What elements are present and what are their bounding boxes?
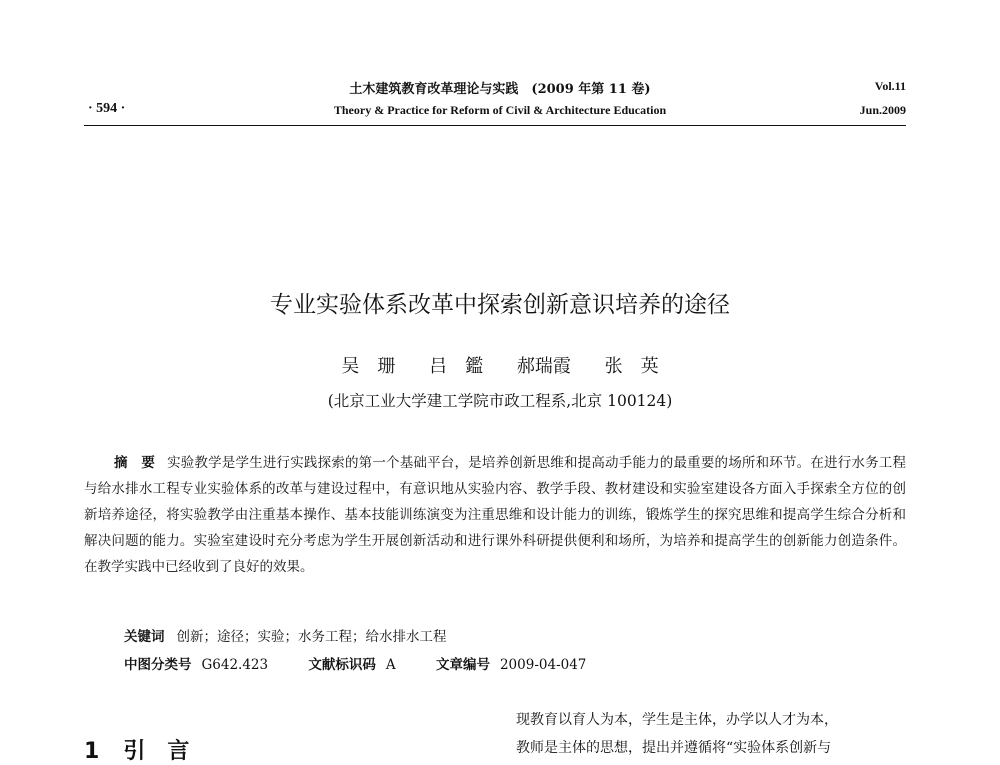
body-text-column (516, 706, 908, 762)
journal-title-cn: 土木建筑教育改革理论与实践 (2009 年第 11 卷) (349, 82, 651, 97)
keywords-label: 关键词 (124, 629, 165, 645)
author-name: 吕 鑑 (429, 356, 484, 377)
article-number-value: 2009-04-047 (499, 657, 587, 673)
author-list (0, 352, 1000, 378)
author-name: 吴 珊 (341, 356, 396, 377)
abstract-label: 摘 要 (114, 455, 156, 471)
abstract-text: 实验教学是学生进行实践探索的第一个基础平台，是培养创新思维和提高动手能力的最重要的场所和环节。在进行水务工程与给水排水工程专业实验体系的改革与建设过程中，有意识地从实验内容、教学手段、教材建设和实验室建设各方面入手探索全方位的创新培养途径，将实验教学由注重基本操作、基本技能训练演变为注重思维和设计能力的训练，锻炼学生的探究思维和提高学生综合分析和解决问题的能力。实验室建设时充分考虑为学生开展创新活动和进行课外科研提供便利和场所，为培养和提高学生的创新能力创造条件。在教学实践中已经收到了良好的效果。 (84, 455, 906, 575)
keywords-text: 创新；途径；实验；水务工程；给水排水工程 (176, 629, 447, 645)
keywords (124, 625, 447, 645)
section-heading (84, 734, 211, 765)
section-title: 引言 (123, 739, 212, 764)
doc-code-value: A (385, 657, 396, 673)
author-name: 郝瑞霞 (516, 356, 571, 377)
journal-title-en: Theory & Practice for Reform of Civil & Architecture Education (333, 103, 667, 117)
affiliation: (北京工业大学建工学院市政工程系,北京 100124) (327, 392, 673, 410)
doc-code-label: 文献标识码 (308, 657, 376, 673)
author-name: 张 英 (604, 356, 659, 377)
clc-label: 中图分类号 (124, 657, 192, 673)
article-number-label: 文章编号 (435, 657, 490, 673)
body-line: 教师是主体的思想，提出并遵循将“实验体系创新与 (516, 740, 832, 756)
abstract (84, 450, 906, 580)
issue-date: Jun.2009 (859, 103, 906, 117)
page-number: · 594 · (88, 101, 126, 116)
classification-line (124, 653, 586, 673)
body-line: 现教育以育人为本，学生是主体，办学以人才为本， (516, 712, 838, 728)
clc-value: G642.423 (201, 657, 269, 673)
volume-label: Vol.11 (874, 79, 906, 93)
header-rule (84, 125, 906, 126)
section-number: 1 (84, 739, 100, 764)
paper-title: 专业实验体系改革中探索创新意识培养的途径 (270, 292, 730, 318)
